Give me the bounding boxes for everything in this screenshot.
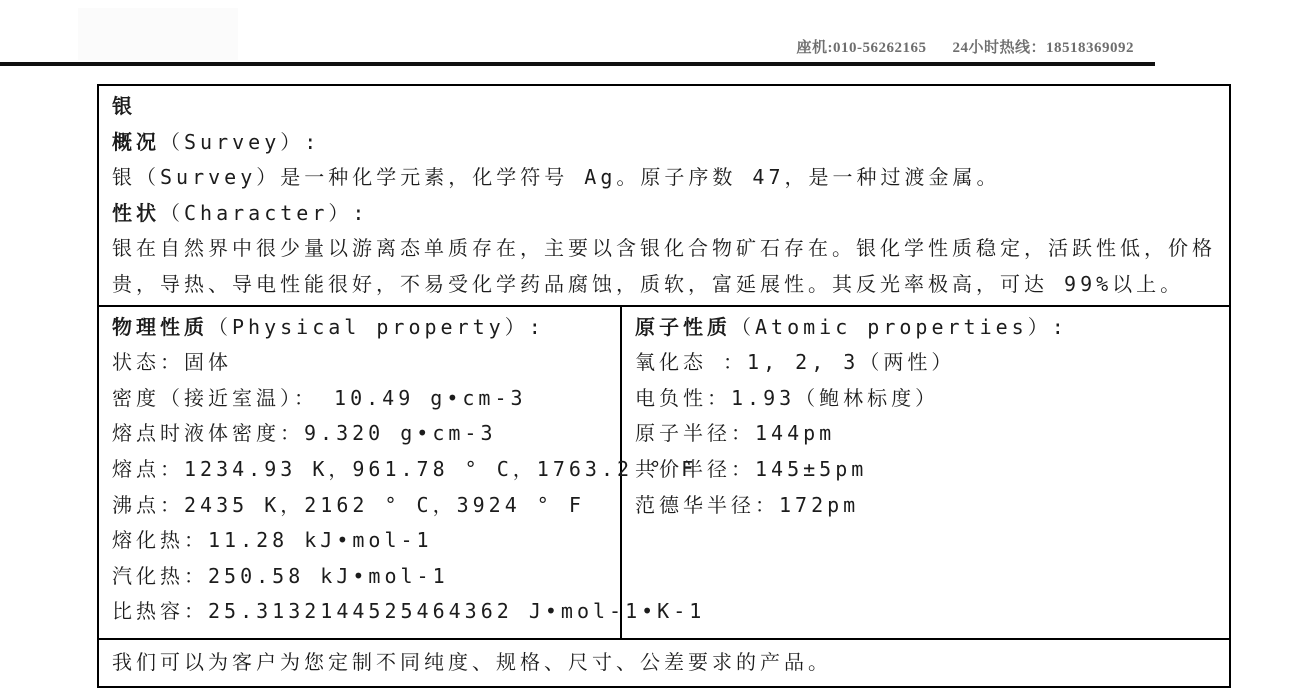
physical-heading-label: 物理性质 (112, 314, 208, 339)
physical-heading-suffix: （Physical property）: (208, 314, 545, 339)
physical-item-heat-of-vaporization: 汽化热：250.58 kJ•mol-1 (112, 563, 449, 588)
atomic-properties-column (622, 307, 1229, 638)
custom-note-text: 我们可以为客户为您定制不同纯度、规格、尺寸、公差要求的产品。 (112, 649, 832, 674)
survey-heading-suffix: （Survey）: (160, 129, 321, 154)
character-heading-label: 性状 (112, 200, 160, 225)
logo (78, 8, 238, 60)
physical-item-melting-point: 熔点：1234.93 K，961.78 ° C，1763.2 ° F (112, 456, 698, 481)
physical-item-boiling-point: 沸点：2435 K，2162 ° C，3924 ° F (112, 492, 585, 517)
physical-item-density: 密度（接近室温）： 10.49 g•cm-3 (112, 385, 527, 410)
atomic-item-covalent-radius: 共价半径：145±5pm (635, 456, 868, 481)
character-text: 银在自然界中很少量以游离态单质存在，主要以含银化合物矿石存在。银化学性质稳定，活跃性低，价格贵，导热、导电性能很好，不易受化学药品腐蚀，质软，富延展性。其反光率极高，可达 99%以上。 (112, 236, 1216, 296)
atomic-heading (635, 310, 1219, 346)
physical-item-state: 状态：固体 (112, 350, 232, 375)
element-title: 银 (112, 94, 136, 118)
character-heading-suffix: （Character）: (160, 200, 369, 225)
survey-heading (112, 125, 1216, 161)
atomic-heading-suffix: （Atomic properties）: (731, 314, 1068, 339)
hotline-number: 24小时热线：18518369092 (952, 40, 1134, 56)
character-heading (112, 196, 1216, 232)
survey-heading-label: 概况 (112, 129, 160, 154)
atomic-item-oxidation-states: 氧化态 ：1, 2, 3（两性） (635, 350, 956, 375)
header-contact (796, 36, 1134, 57)
properties-section (99, 305, 1229, 638)
intro-section (99, 86, 1229, 305)
phone-number: 座机:010-56262165 (796, 40, 927, 56)
atomic-heading-label: 原子性质 (635, 314, 731, 339)
product-info-table (97, 84, 1231, 688)
physical-heading (112, 310, 610, 346)
atomic-item-atomic-radius: 原子半径：144pm (635, 421, 836, 446)
custom-note-section (99, 638, 1229, 686)
atomic-item-vdw-radius: 范德华半径：172pm (635, 492, 860, 517)
atomic-item-electronegativity: 电负性：1.93（鲍林标度） (635, 385, 940, 410)
physical-item-heat-of-fusion: 熔化热：11.28 kJ•mol-1 (112, 528, 433, 553)
survey-text: 银（Survey）是一种化学元素，化学符号 Ag。原子序数 47，是一种过渡金属。 (112, 165, 1001, 190)
header-divider (0, 62, 1155, 66)
physical-item-liquid-density: 熔点时液体密度：9.320 g•cm-3 (112, 421, 497, 446)
physical-item-specific-heat: 比热容：25.3132144525464362 J•mol-1•K-1 (112, 599, 706, 624)
